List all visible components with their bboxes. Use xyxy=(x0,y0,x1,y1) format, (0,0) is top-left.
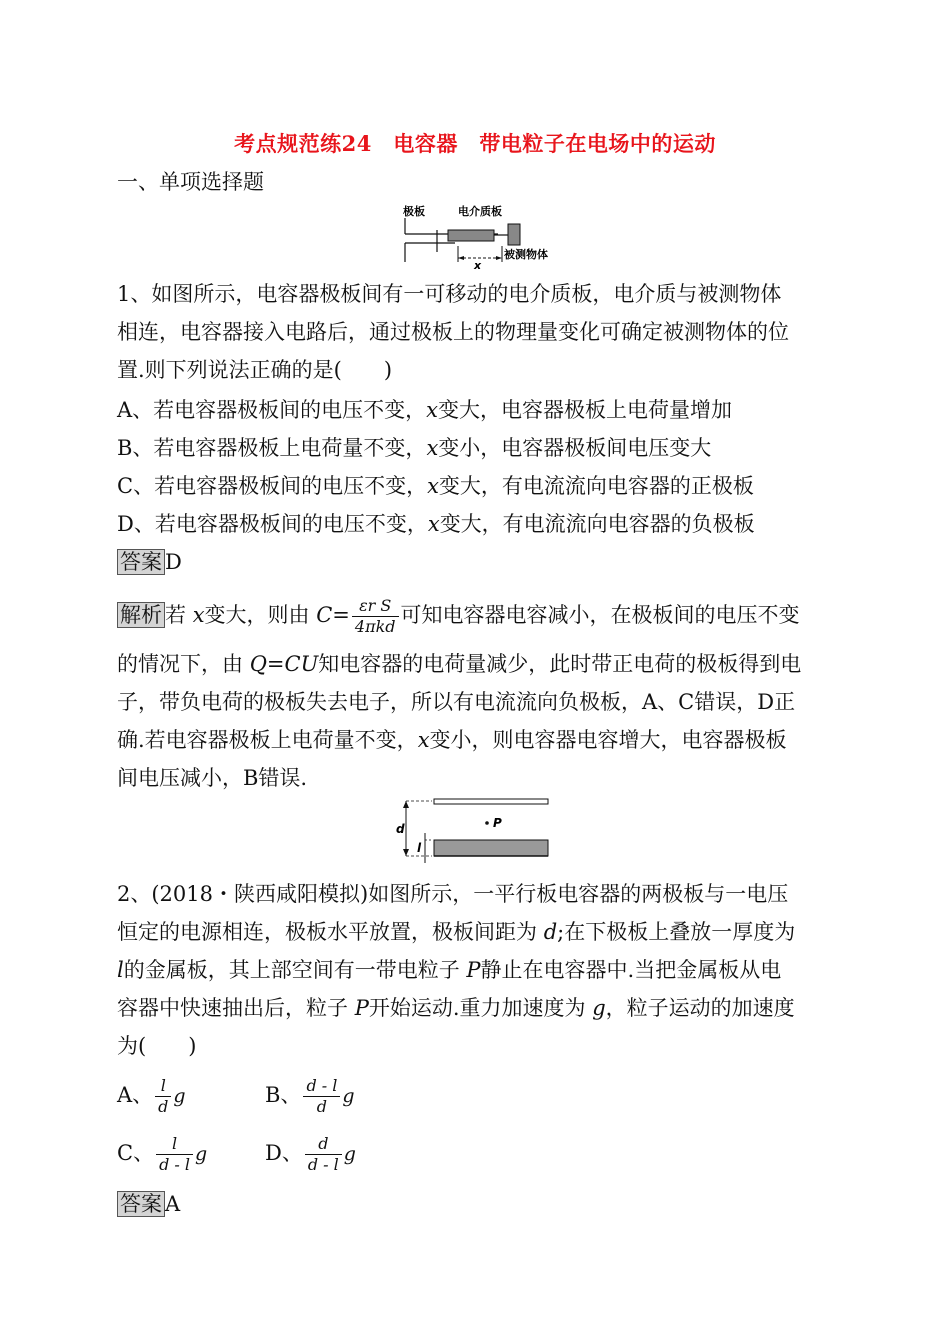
opt-pre: D、若电容器极板间的电压不变， xyxy=(117,512,428,536)
option-fraction xyxy=(155,1076,171,1117)
q1-option-a xyxy=(117,396,732,424)
q1-analysis-line2 xyxy=(117,650,801,678)
opt-post: 变大，电容器极板上电荷量增加 xyxy=(438,398,733,422)
option-label: A、 xyxy=(117,1083,154,1107)
answer-tag: 答案 xyxy=(117,549,165,575)
q2-line1: 2、(2018・陕西咸阳模拟)如图所示，一平行板电容器的两极板与一电压 xyxy=(117,882,789,906)
label-P: P xyxy=(493,816,502,830)
analysis-tag: 解析 xyxy=(117,602,165,628)
figure-capacitor-sensor xyxy=(400,200,555,272)
fraction-numerator: d xyxy=(305,1134,342,1155)
text: 容器中快速抽出后，粒子 xyxy=(117,996,355,1020)
text: 开始运动.重力加速度为 xyxy=(368,996,593,1020)
q1-line1: 1、如图所示，电容器极板间有一可移动的电介质板，电介质与被测物体 xyxy=(117,282,782,306)
label-l: l xyxy=(417,841,422,855)
q2-option-d xyxy=(265,1134,356,1175)
opt-pre: A、若电容器极板间的电压不变， xyxy=(117,398,427,422)
text: 确.若电容器极板上电荷量不变， xyxy=(117,728,418,752)
text: 静止在电容器中.当把金属板从电 xyxy=(480,958,782,982)
section-heading: 一、单项选择题 xyxy=(117,170,264,194)
q2-option-b xyxy=(265,1076,355,1117)
q1-analysis-line3: 子，带负电荷的极板失去电子，所以有电流流向负极板，A、C错误，D正 xyxy=(117,690,796,714)
q2-option-c xyxy=(117,1134,207,1175)
opt-var: x xyxy=(427,512,440,536)
text: 变大，则由 xyxy=(204,603,317,627)
var-l: l xyxy=(117,958,124,982)
figure-parallel-plate xyxy=(392,795,557,865)
option-fraction xyxy=(303,1076,340,1117)
fraction-denominator: 4πkd xyxy=(354,617,396,636)
text: ，粒子运动的加速度 xyxy=(605,996,795,1020)
q1-line2: 相连，电容器接入电路后，通过极板上的物理量变化可确定被测物体的位 xyxy=(117,320,789,344)
q1-analysis-line5: 间电压减小，B错误. xyxy=(117,766,308,790)
var-d: d xyxy=(543,920,558,944)
var-P: P xyxy=(354,996,369,1020)
var-x: x xyxy=(417,728,430,752)
option-fraction xyxy=(156,1134,193,1175)
option-label: D、 xyxy=(265,1141,303,1165)
answer-value: D xyxy=(165,550,182,574)
fraction-denominator: d xyxy=(316,1097,328,1116)
var-g: g xyxy=(592,996,606,1020)
option-label: C、 xyxy=(117,1141,155,1165)
capacitance-fraction xyxy=(352,596,399,637)
fraction-denominator: d - l xyxy=(159,1155,191,1174)
label-d: d xyxy=(396,822,405,836)
var-g: g xyxy=(343,1143,356,1165)
var-g: g xyxy=(173,1085,186,1107)
q1-option-c xyxy=(117,472,754,500)
fraction-numerator: d - l xyxy=(303,1076,340,1097)
opt-post: 变大，有电流流向电容器的正极板 xyxy=(438,474,754,498)
fraction-numerator: l xyxy=(156,1134,193,1155)
answer-tag: 答案 xyxy=(117,1191,165,1217)
q2-line3 xyxy=(117,956,781,984)
opt-var: x xyxy=(426,436,439,460)
text: 变小，则电容器电容增大，电容器极板 xyxy=(429,728,787,752)
q2-line2 xyxy=(117,918,795,946)
q1-line3: 置.则下列说法正确的是( ) xyxy=(117,358,393,382)
var-g: g xyxy=(342,1085,355,1107)
q1-analysis-line4 xyxy=(117,726,787,754)
opt-var: x xyxy=(426,398,439,422)
var-c: C= xyxy=(316,603,350,627)
opt-pre: B、若电容器极板上电荷量不变， xyxy=(117,436,427,460)
text: 知电容器的电荷量减少，此时带正电荷的极板得到电 xyxy=(318,652,802,676)
option-label: B、 xyxy=(265,1083,302,1107)
q2-line5: 为( ) xyxy=(117,1034,197,1058)
text: 的金属板，其上部空间有一带电粒子 xyxy=(123,958,467,982)
opt-post: 变大，有电流流向电容器的负极板 xyxy=(439,512,755,536)
opt-post: 变小，电容器极板间电压变大 xyxy=(438,436,712,460)
answer-value: A xyxy=(165,1192,181,1216)
var-x: x xyxy=(192,603,205,627)
fraction-denominator: d - l xyxy=(307,1155,339,1174)
text: 的情况下，由 xyxy=(117,652,250,676)
opt-var: x xyxy=(427,474,439,498)
fraction-numerator: εr S xyxy=(352,596,399,617)
q1-answer xyxy=(117,548,182,576)
opt-pre: C、若电容器极板间的电压不变， xyxy=(117,474,428,498)
label-object: 被测物体 xyxy=(504,248,548,261)
text: 若 xyxy=(165,603,193,627)
page-title: 考点规范练24 电容器 带电粒子在电场中的运动 xyxy=(234,131,716,156)
q1-option-b xyxy=(117,434,711,462)
var-g: g xyxy=(195,1143,208,1165)
fraction-numerator: l xyxy=(155,1076,171,1097)
text: ;在下极板上叠放一厚度为 xyxy=(557,920,796,944)
label-plate: 极板 xyxy=(403,205,425,218)
var-P: P xyxy=(466,958,481,982)
text: 恒定的电源相连，极板水平放置，极板间距为 xyxy=(117,920,544,944)
q1-option-d xyxy=(117,510,755,538)
q2-answer xyxy=(117,1190,180,1218)
q1-analysis-line1 xyxy=(117,596,800,637)
equation: Q=CU xyxy=(249,652,319,676)
q2-line4 xyxy=(117,994,795,1022)
label-x: x xyxy=(474,259,482,272)
option-fraction xyxy=(305,1134,342,1175)
q2-option-a xyxy=(117,1076,186,1117)
fraction-denominator: d xyxy=(158,1097,169,1116)
text: 可知电容器电容减小，在极板间的电压不变 xyxy=(400,603,800,627)
label-dielectric: 电介质板 xyxy=(458,205,502,218)
